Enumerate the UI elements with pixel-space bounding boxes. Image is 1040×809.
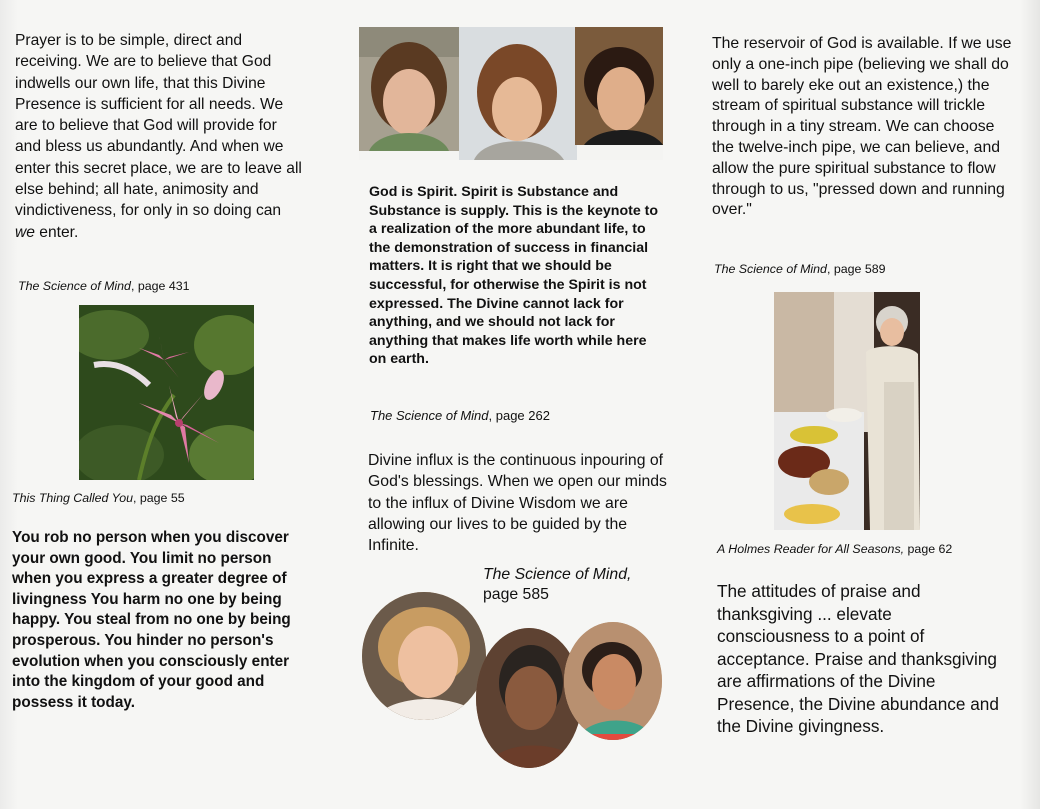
lily-illustration bbox=[79, 305, 254, 480]
right-quote-praise-and-thanksgiving: The attitudes of praise and thanksgiving ... elevate consciousness to a point of acceptance. Praise and thanksgiving are affirmations of the Divine Presence, the Divine abundance and the Divine givingness. bbox=[717, 581, 999, 736]
right-citation-holmes-reader: A Holmes Reader for All Seasons, page 62 bbox=[717, 542, 953, 556]
portrait-blonde-woman bbox=[362, 592, 486, 720]
left-quote-you-rob-no-person: You rob no person when you discover your own good. You limit no person when you express a greater degree of livingness You harm no one by being happy. You steal from no one by being prosperous. You hinder no person's evolution when you consciously enter into the kingdom of your good and possess it today. bbox=[12, 529, 291, 711]
right-citation-589: The Science of Mind, page 589 bbox=[714, 262, 886, 276]
buffet-scene bbox=[774, 292, 920, 530]
middle-citation-262: The Science of Mind, page 262 bbox=[370, 408, 550, 423]
lily-flower-photo bbox=[79, 305, 254, 480]
right-quote-reservoir-of-god: The reservoir of God is available. If we use only a one-inch pipe (believing we shall do well to barely eke out an existence,) the stream of spiritual substance will trickle through in a tiny stream. We can choose the twelve-inch pipe, we can believe, and allow the pure spiritual substance to flow through to us, "pressed down and running over." bbox=[712, 35, 1012, 219]
woman-portrait-oval-right bbox=[564, 622, 662, 740]
woman-at-buffet-photo bbox=[774, 292, 920, 530]
middle-citation-585: The Science of Mind, page 585 bbox=[483, 566, 632, 603]
portrait-woman-dark-hair bbox=[564, 622, 662, 740]
left-quote-prayer: Prayer is to be simple, direct and receiving. We are to believe that God indwells our own life, that this Divine Presence is sufficient for all needs. We are to believe that God will provide for and bless us abundantly. And when we enter this secret place, we are to leave all else behind; all hate, animosity and vindictiveness, for only in so doing can we enter. bbox=[15, 32, 302, 241]
left-citation-431: The Science of Mind, page 431 bbox=[18, 279, 190, 293]
three-women-portrait-photo bbox=[359, 27, 663, 160]
middle-quote-god-is-spirit: God is Spirit. Spirit is Substance and Substance is supply. This is the keynote to a realization of the more abundant life, to the demonstration of success in financial matters. It is right that we should be successful, for otherwise the Spirit is not expressed. The Divine cannot lack for anything, and we should not lack for anything that makes life worth while here on earth. bbox=[369, 184, 659, 368]
left-citation-this-thing-called-you: This Thing Called You, page 55 bbox=[12, 491, 185, 505]
portrait-collage bbox=[359, 27, 663, 160]
woman-portrait-oval-left bbox=[362, 592, 486, 720]
middle-quote-divine-influx: Divine influx is the continuous inpouring of God's blessings. When we open our minds to the influx of Divine Wisdom we are allowing our lives to be guided by the Infinite. bbox=[368, 452, 667, 555]
